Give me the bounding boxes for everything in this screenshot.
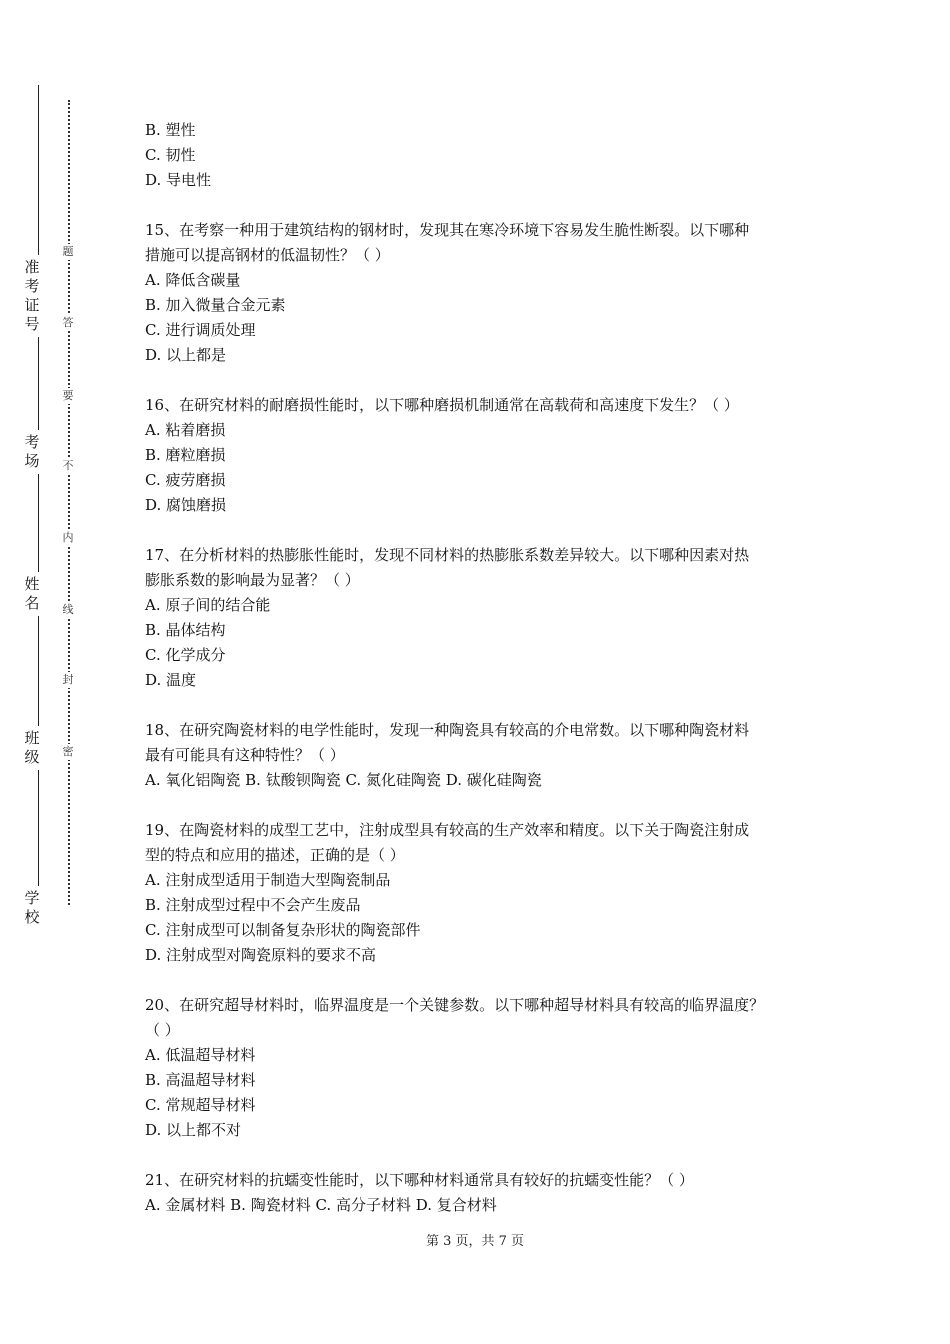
seal-char: 封	[60, 672, 76, 688]
option-line: A. 氧化铝陶瓷 B. 钛酸钡陶瓷 C. 氮化硅陶瓷 D. 碳化硅陶瓷	[145, 771, 542, 789]
option-line: C. 疲劳磨损	[145, 471, 226, 489]
option-line: D. 以上都是	[145, 346, 227, 364]
question-15	[145, 218, 825, 368]
question-stem: 16、在研究材料的耐磨损性能时，以下哪种磨损机制通常在高载荷和高速度下发生？（ ）	[145, 396, 739, 414]
question-stem: （ ）	[145, 1021, 180, 1039]
option-line: D. 温度	[145, 671, 197, 689]
question-stem: 21、在研究材料的抗蠕变性能时，以下哪种材料通常具有较好的抗蠕变性能？（ ）	[145, 1171, 694, 1189]
seal-char: 内	[60, 530, 76, 546]
option-line: D. 腐蚀磨损	[145, 496, 227, 514]
question-list	[145, 118, 825, 1218]
option-line: A. 金属材料 B. 陶瓷材料 C. 高分子材料 D. 复合材料	[145, 1196, 497, 1214]
field-label-class: 班级	[22, 726, 42, 770]
question-stem: 20、在研究超导材料时，临界温度是一个关键参数。以下哪种超导材料具有较高的临界温度？	[145, 996, 765, 1014]
option-line: C. 常规超导材料	[145, 1096, 256, 1114]
field-label-exam-room: 考场	[22, 430, 42, 474]
seal-char: 线	[60, 602, 76, 618]
field-label-exam-number: 准考证号	[22, 255, 42, 337]
seal-char: 题	[60, 244, 76, 260]
carryover-options	[145, 118, 825, 193]
question-21	[145, 1168, 825, 1218]
question-stem: 19、在陶瓷材料的成型工艺中，注射成型具有较高的生产效率和精度。以下关于陶瓷注射成	[145, 821, 750, 839]
option-line: B. 加入微量合金元素	[145, 296, 286, 314]
option-line: C. 化学成分	[145, 646, 226, 664]
binding-line	[38, 85, 39, 925]
option-line: A. 注射成型适用于制造大型陶瓷制品	[145, 871, 391, 889]
page-number: 第 3 页，共 7 页	[425, 1234, 525, 1249]
field-label-name: 姓名	[22, 572, 42, 616]
question-19	[145, 818, 825, 968]
question-stem: 17、在分析材料的热膨胀性能时，发现不同材料的热膨胀系数差异较大。以下哪种因素对热	[145, 546, 750, 564]
question-16	[145, 393, 825, 518]
option-line: A. 低温超导材料	[145, 1046, 256, 1064]
option-line: D. 以上都不对	[145, 1121, 242, 1139]
seal-dotted-line	[68, 100, 70, 905]
option-line: C. 进行调质处理	[145, 321, 256, 339]
option-line: B. 注射成型过程中不会产生废品	[145, 896, 361, 914]
option-line: A. 降低含碳量	[145, 271, 241, 289]
question-stem: 最有可能具有这种特性？（ ）	[145, 746, 345, 764]
option-line: D. 导电性	[145, 171, 212, 189]
option-line: A. 粘着磨损	[145, 421, 226, 439]
question-stem: 膨胀系数的影响最为显著？（ ）	[145, 571, 360, 589]
seal-char: 不	[60, 458, 76, 474]
question-stem: 措施可以提高钢材的低温韧性？（ ）	[145, 246, 390, 264]
option-line: B. 磨粒磨损	[145, 446, 226, 464]
field-label-school: 学校	[22, 886, 42, 930]
question-stem: 15、在考察一种用于建筑结构的钢材时，发现其在寒冷环境下容易发生脆性断裂。以下哪种	[145, 221, 750, 239]
question-stem: 型的特点和应用的描述，正确的是（ ）	[145, 846, 405, 864]
option-line: B. 高温超导材料	[145, 1071, 256, 1089]
question-stem: 18、在研究陶瓷材料的电学性能时，发现一种陶瓷具有较高的介电常数。以下哪种陶瓷材料	[145, 721, 750, 739]
seal-char: 答	[60, 315, 76, 331]
question-18	[145, 718, 825, 793]
option-line: A. 原子间的结合能	[145, 596, 271, 614]
option-line: C. 注射成型可以制备复杂形状的陶瓷部件	[145, 921, 421, 939]
seal-char: 要	[60, 388, 76, 404]
option-line: D. 注射成型对陶瓷原料的要求不高	[145, 946, 377, 964]
option-line: B. 塑性	[145, 121, 196, 139]
question-17	[145, 543, 825, 693]
option-line: C. 韧性	[145, 146, 196, 164]
option-line: B. 晶体结构	[145, 621, 226, 639]
seal-char: 密	[60, 744, 76, 760]
question-20	[145, 993, 825, 1143]
